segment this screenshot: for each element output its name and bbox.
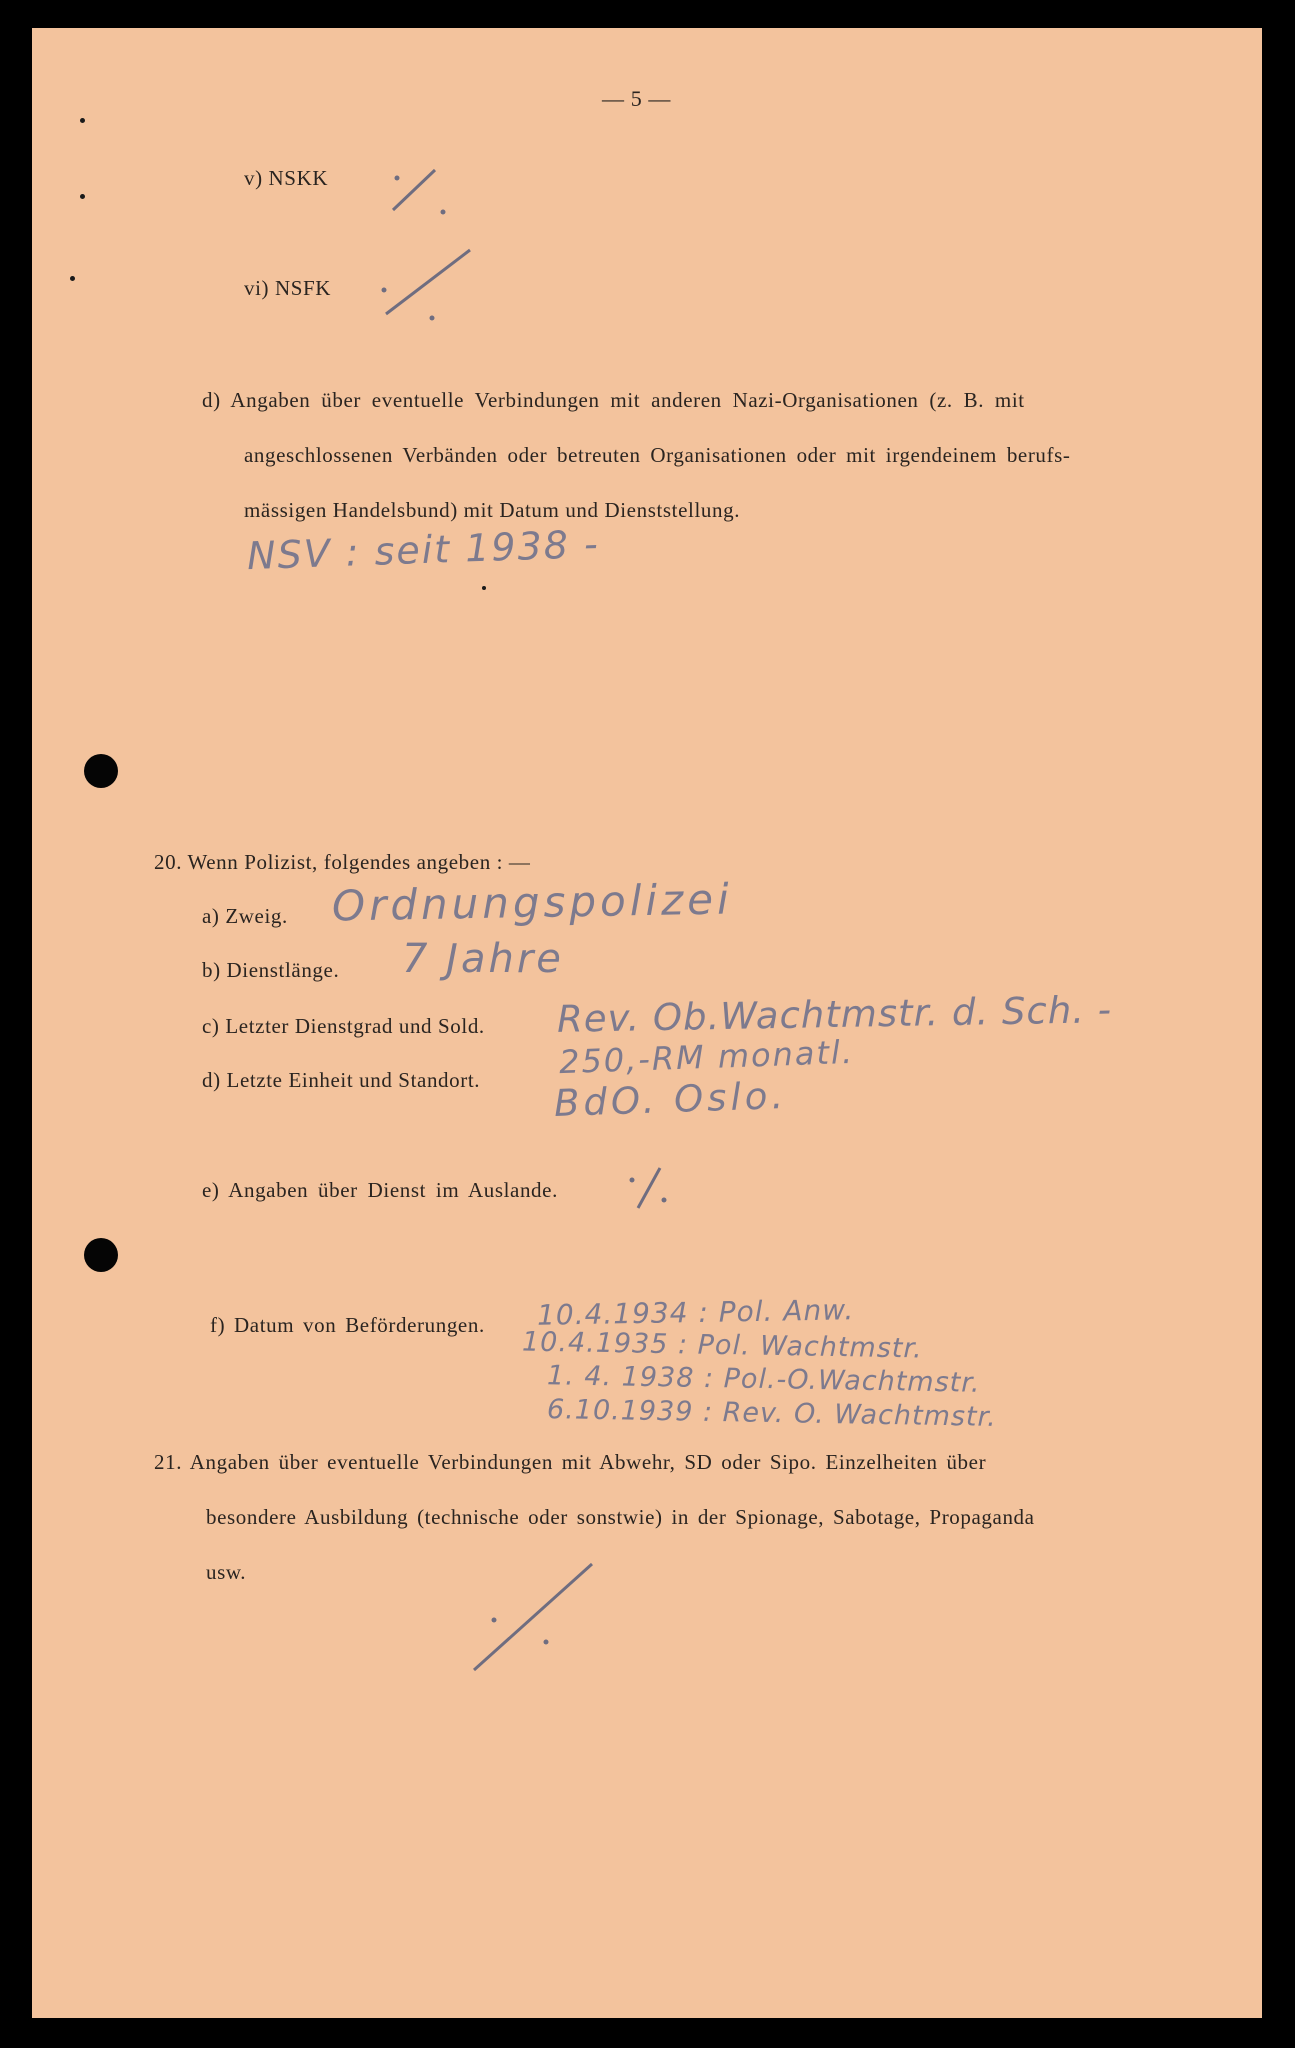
- item-d-line-2: angeschlossenen Verbänden oder betreuten Organisationen oder mit irgendeinem berufs-: [244, 443, 1071, 467]
- q20-b-answer: 7 Jahre: [402, 936, 564, 982]
- q20-f-answer-1: 10.4.1934 : Pol. Anw.: [536, 1293, 855, 1332]
- q20-b-label: b) Dienstlänge.: [202, 958, 340, 982]
- strike-mark-q21: [462, 1558, 612, 1678]
- strike-mark-vi: [372, 238, 482, 328]
- q20-d-label: d) Letzte Einheit und Standort.: [202, 1068, 481, 1092]
- q20-f-answer-3: 1. 4. 1938 : Pol.-O.Wachtmstr.: [546, 1360, 981, 1399]
- q20-c-answer-2: 250,-RM monatl.: [558, 1032, 855, 1082]
- punch-hole-upper: [84, 754, 118, 788]
- margin-speck: [70, 276, 75, 281]
- q20-a-answer: Ordnungspolizei: [331, 874, 734, 931]
- item-d-answer: NSV : seit 1938 -: [246, 521, 601, 579]
- q20-f-answer-4: 6.10.1939 : Rev. O. Wachtmstr.: [546, 1394, 998, 1433]
- q21-line-1: 21. Angaben über eventuelle Verbindungen mit Abwehr, SD oder Sipo. Einzelheiten über: [154, 1450, 987, 1474]
- q20-f-answer-2: 10.4.1935 : Pol. Wachtmstr.: [521, 1326, 923, 1365]
- q20-heading: 20. Wenn Polizist, folgendes angeben : —: [154, 850, 531, 874]
- margin-speck: [80, 118, 85, 123]
- margin-speck: [80, 194, 85, 199]
- item-d-line-3: mässigen Handelsbund) mit Datum und Dienststellung.: [244, 498, 741, 522]
- q20-a-label: a) Zweig.: [202, 904, 288, 928]
- item-vi-nsfk: vi) NSFK: [244, 276, 332, 300]
- q20-f-label: f) Datum von Beförderungen.: [210, 1313, 485, 1337]
- q20-d-answer: BdO. Oslo.: [553, 1073, 788, 1126]
- q20-c-answer-1: Rev. Ob.Wachtmstr. d. Sch. -: [556, 988, 1113, 1041]
- q21-line-3: usw.: [206, 1560, 247, 1584]
- document-page: [32, 28, 1262, 2018]
- item-v-nskk: v) NSKK: [244, 166, 329, 190]
- q20-c-label: c) Letzter Dienstgrad und Sold.: [202, 1014, 485, 1038]
- margin-speck: [482, 586, 486, 590]
- page-number: — 5 —: [602, 86, 671, 111]
- strike-mark-v: [387, 160, 467, 230]
- punch-hole-lower: [84, 1238, 118, 1272]
- item-d-line-1: d) Angaben über eventuelle Verbindungen mit anderen Nazi-Organisationen (z. B. mit: [202, 388, 1025, 412]
- strike-mark-e: [622, 1158, 682, 1218]
- q20-e-label: e) Angaben über Dienst im Auslande.: [202, 1178, 558, 1202]
- q21-line-2: besondere Ausbildung (technische oder sonstwie) in der Spionage, Sabotage, Propaganda: [206, 1505, 1035, 1529]
